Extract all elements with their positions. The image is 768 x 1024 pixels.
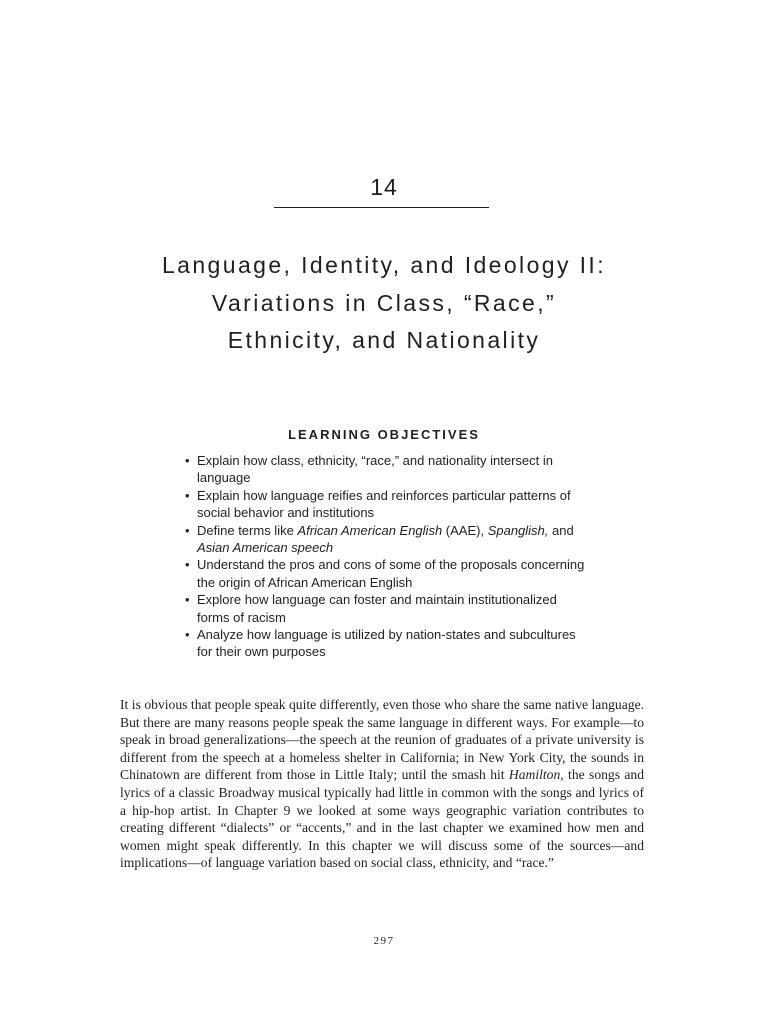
chapter-title-line-1: Language, Identity, and Ideology II: <box>161 252 607 278</box>
objective-text: Define terms like <box>197 522 298 538</box>
chapter-title <box>0 247 768 360</box>
objective-item: • Explore how language can foster and maintain institutionalized forms of racism <box>185 591 585 626</box>
chapter-title-line-3: Ethnicity, and Nationality <box>227 327 541 353</box>
learning-objectives-list <box>185 452 585 661</box>
page-number: 297 <box>373 935 395 947</box>
term-asian-american-speech: Asian American speech <box>197 540 334 556</box>
body-text-part-2: , the songs and lyrics of a classic Broadway musical typically had little in common with the songs and lyrics of a hip-hop artist. In Chapter 9 we looked at some ways geographic variation contributes to creating different “dialects” or “accents,” and in the last chapter we examined how men and women might speak differently. In this chapter we will discuss some of the sources—and implications—of language variation based on social class, ethnicity, and “race.” <box>120 767 644 871</box>
term-aae: African American English <box>297 522 443 538</box>
body-text-part-1: It is obvious that people speak quite differently, even those who share the same native language. But there are many reasons people speak the same language in different ways. For example—to speak in broad generalizations—the speech at the reunion of graduates of a private university is different from the speech at a homeless shelter in California; in New York City, the sounds in Chinatown are different from those in Little Italy; until the smash hit <box>120 697 644 783</box>
objective-item: • Analyze how language is utilized by nation-states and subcultures for their own purposes <box>185 626 585 661</box>
objective-item: • Explain how class, ethnicity, “race,” and nationality intersect in language <box>185 452 585 487</box>
body-paragraph <box>120 696 644 872</box>
chapter-title-line-2: Variations in Class, “Race,” <box>211 289 557 316</box>
chapter-number: 14 <box>370 174 398 200</box>
objective-item: • Understand the pros and cons of some of the proposals concerning the origin of African American English <box>185 556 585 591</box>
objective-item <box>185 522 585 557</box>
term-spanglish: Spanglish, <box>487 522 549 538</box>
chapter-rule <box>274 207 489 208</box>
objective-text: and <box>548 522 574 538</box>
objective-text: (AAE), <box>442 522 488 538</box>
learning-objectives-heading: LEARNING OBJECTIVES <box>288 427 480 442</box>
objective-item: • Explain how language reifies and reinforces particular patterns of social behavior and institutions <box>185 487 585 522</box>
body-italic-title: Hamilton <box>508 767 561 783</box>
